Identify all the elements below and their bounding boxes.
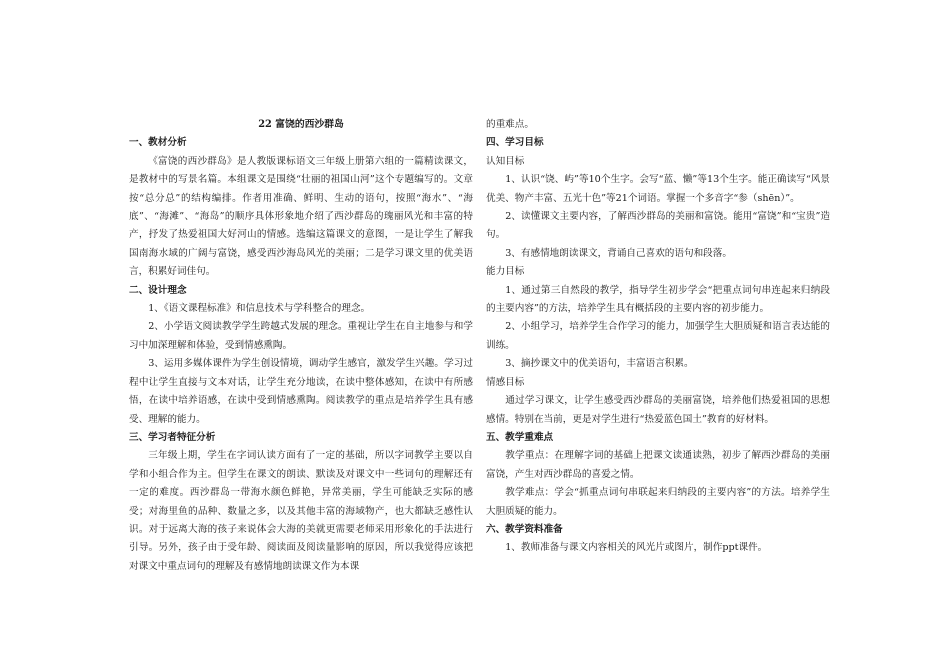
- subheading-emotion-goals: 情感目标: [486, 376, 525, 388]
- paragraph-continuation: 的重难点。: [486, 119, 534, 130]
- section-heading-learner-analysis: 三、学习者特征分析: [129, 431, 216, 443]
- paragraph: 3、运用多媒体课件为学生创设情境，调动学生感官，激发学生兴趣。学习过程中让学生直接与文本对话，让学生充分地读，在读中整体感知，在读中有所感悟，在读中培养语感，在读中受到情感熏陶。阅读教学的重点是培养学生具有感受、理解的能力。: [129, 358, 473, 425]
- subheading-cognitive-goals: 认知目标: [486, 155, 525, 167]
- paragraph: 1、通过第三自然段的教学，指导学生初步学会“把重点词句串连起来归纳段的主要内容”的方法，培养学生具有概括段的主要内容的初步能力。: [486, 284, 830, 315]
- paragraph: 1、认识“饶、屿”等10个生字。会写“蓝、懒”等13个生字。能正确读写“风景优美、物产丰富、五光十色”等21个词语。掌握一个多音字“参（shēn）”。: [486, 174, 830, 204]
- section-heading-design-concept: 二、设计理念: [129, 284, 187, 296]
- paragraph: 教学难点：学会“抓重点词句串联起来归纳段的主要内容”的方法。培养学生大胆质疑的能力。: [486, 487, 830, 517]
- section-heading-key-difficulties: 五、教学重难点: [486, 431, 554, 443]
- paragraph: 3、摘抄课文中的优美语句，丰富语言积累。: [505, 358, 694, 370]
- paragraph: 通过学习课文，让学生感受西沙群岛的美丽富饶，培养他们热爱祖国的思想感情。特别在当前，更是对学生进行“热爱蓝色国土”教育的好材料。: [486, 395, 830, 425]
- right-column: [486, 116, 830, 558]
- section-heading-learning-goals: 四、学习目标: [486, 137, 544, 149]
- subheading-ability-goals: 能力目标: [486, 266, 525, 278]
- paragraph: 3、有感情地朗读课文，背诵自己喜欢的语句和段落。: [505, 247, 732, 259]
- section-heading-materials: 六、教学资料准备: [486, 523, 563, 535]
- left-column: [129, 116, 473, 576]
- paragraph: 1、教师准备与课文内容相关的风光片或图片，制作ppt课件。: [505, 542, 768, 554]
- paragraph: 2、小学语文阅读教学学生跨越式发展的理念。重视让学生在自主地参与和学习中加深理解和体验，受到情感熏陶。: [129, 321, 473, 351]
- paragraph: 2、读懂课文主要内容，了解西沙群岛的美丽和富饶。能用“富饶”和“宝贵”造句。: [486, 211, 830, 241]
- paragraph: 2、小组学习，培养学生合作学习的能力，加强学生大胆质疑和语言表达能的训练。: [486, 321, 830, 351]
- paragraph: 教学重点：在理解字词的基础上把课文读通读熟，初步了解西沙群岛的美丽富饶，产生对西沙群岛的喜爱之情。: [486, 450, 830, 480]
- section-heading-textbook-analysis: 一、教材分析: [129, 137, 187, 149]
- paragraph: 1、《语文课程标准》和信息技术与学科整合的理念。: [148, 303, 371, 315]
- document-title: 22 富饶的西沙群岛: [258, 119, 344, 130]
- paragraph: 三年级上期，学生在字词认读方面有了一定的基础，所以字词教学主要以自学和小组合作为主。但学生在课文的朗读、默读及对课文中一些词句的理解还有一定的难度。西沙群岛一带海水颜色鲜艳，异常美丽，学生可能缺乏实际的感受；对海里鱼的品种、数量之多，以及其他丰富的海域物产，也大都缺乏感性认识。对于远离大海的孩子来说体会大海的美就更需要老师采用形象化的手法进行引导。另外，孩子由于受年龄、阅读面及阅读量影响的原因，所以我觉得应该把对课文中重点词句的理解及有感情地朗读课文作为本课: [129, 450, 473, 572]
- paragraph: 《富饶的西沙群岛》是人教版课标语文三年级上册第六组的一篇精读课文，是教材中的写景名篇。本组课文是围绕“壮丽的祖国山河”这个专题编写的。文章按“总分总”的结构编排。作者用准确、鲜明、生动的语句，按照“海水”、“海底”、“海滩”、“海岛”的顺序具体形象地介绍了西沙群岛的瑰丽风光和丰富的特产，抒发了热爱祖国大好河山的情感。选编这篇课文的意图，一是让学生了解我国南海水域的广阔与富饶，感受西沙海岛风光的美丽；二是学习课文里的优美语言，积累好词佳句。: [129, 155, 473, 278]
